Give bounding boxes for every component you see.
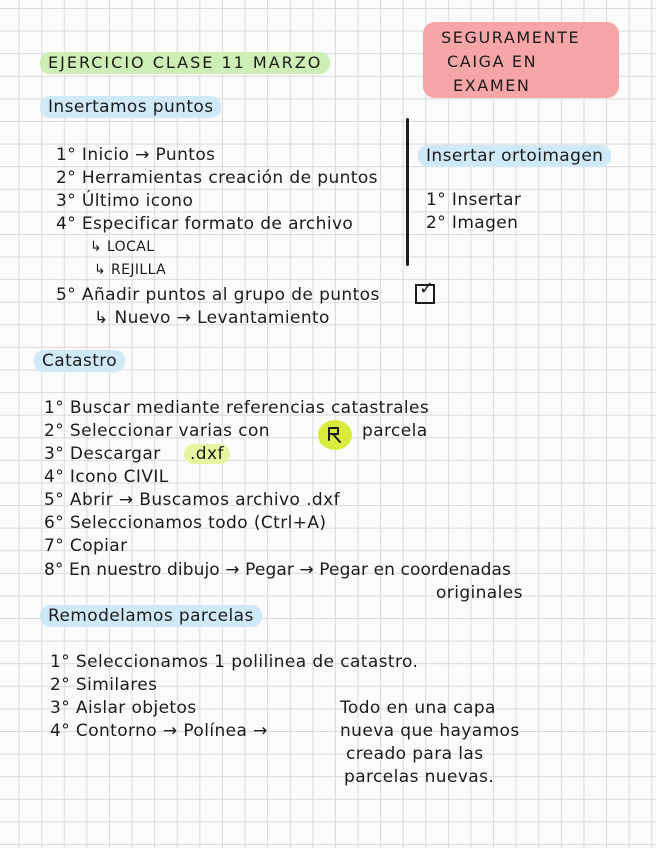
side-note-line: creado para las (346, 744, 484, 764)
list-item: 7° Copiar (44, 536, 128, 556)
section-heading-ortoimagen: Insertar ortoimagen (418, 145, 611, 167)
side-note-line: parcelas nuevas. (344, 767, 495, 787)
list-item: 4° Contorno → Polínea → (50, 721, 268, 741)
section-heading-puntos: Insertamos puntos (40, 96, 221, 118)
section-heading-catastro: Catastro (34, 350, 125, 372)
list-item: 5° Abrir → Buscamos archivo .dxf (44, 490, 340, 510)
list-item: 1° Inicio → Puntos (56, 145, 216, 165)
list-subitem: ↳ REJILLA (94, 262, 167, 278)
list-item: 2° Seleccionar varias con (44, 421, 270, 441)
list-item: 2° Imagen (426, 213, 519, 233)
side-note-line: nueva que hayamos (340, 721, 520, 741)
dxf-highlight: .dxf (184, 444, 230, 464)
list-item: 1° Insertar (426, 190, 522, 210)
checkmark-icon: ✓ (419, 278, 435, 299)
list-item: 1° Seleccionamos 1 polilinea de catastro. (50, 652, 419, 672)
sticky-note-line: EXAMEN (453, 76, 531, 95)
sticky-note-line: SEGURAMENTE (441, 28, 581, 47)
list-item-suffix: parcela (362, 421, 428, 441)
list-item: 6° Seleccionamos todo (Ctrl+A) (44, 513, 327, 533)
vertical-divider (406, 118, 409, 266)
list-subitem: ↳ LOCAL (90, 239, 155, 255)
section-heading-parcelas: Remodelamos parcelas (40, 605, 262, 627)
list-item: 2° Similares (50, 675, 158, 695)
list-item: 8° En nuestro dibujo → Pegar → Pegar en coordenadas (44, 560, 511, 580)
list-item-continuation: originales (436, 583, 523, 603)
list-item: 3° Descargar (44, 444, 161, 464)
list-item: 2° Herramientas creación de puntos (56, 168, 378, 188)
page-title: EJERCICIO CLASE 11 MARZO (40, 52, 330, 74)
list-item: 1° Buscar mediante referencias catastrales (44, 398, 430, 418)
list-item: 4° Especificar formato de archivo (56, 214, 354, 234)
list-item: 5° Añadir puntos al grupo de puntos (56, 285, 380, 305)
list-subitem: ↳ Nuevo → Levantamiento (94, 308, 330, 328)
list-item: 3° Aislar objetos (50, 698, 197, 718)
list-item: 4° Icono CIVIL (44, 467, 169, 487)
sticky-note-line: CAIGA EN (447, 52, 538, 71)
catastro-selection-icon (318, 420, 352, 450)
list-item: 3° Último icono (56, 191, 194, 211)
side-note-line: Todo en una capa (340, 698, 496, 718)
sticky-note (423, 22, 619, 98)
